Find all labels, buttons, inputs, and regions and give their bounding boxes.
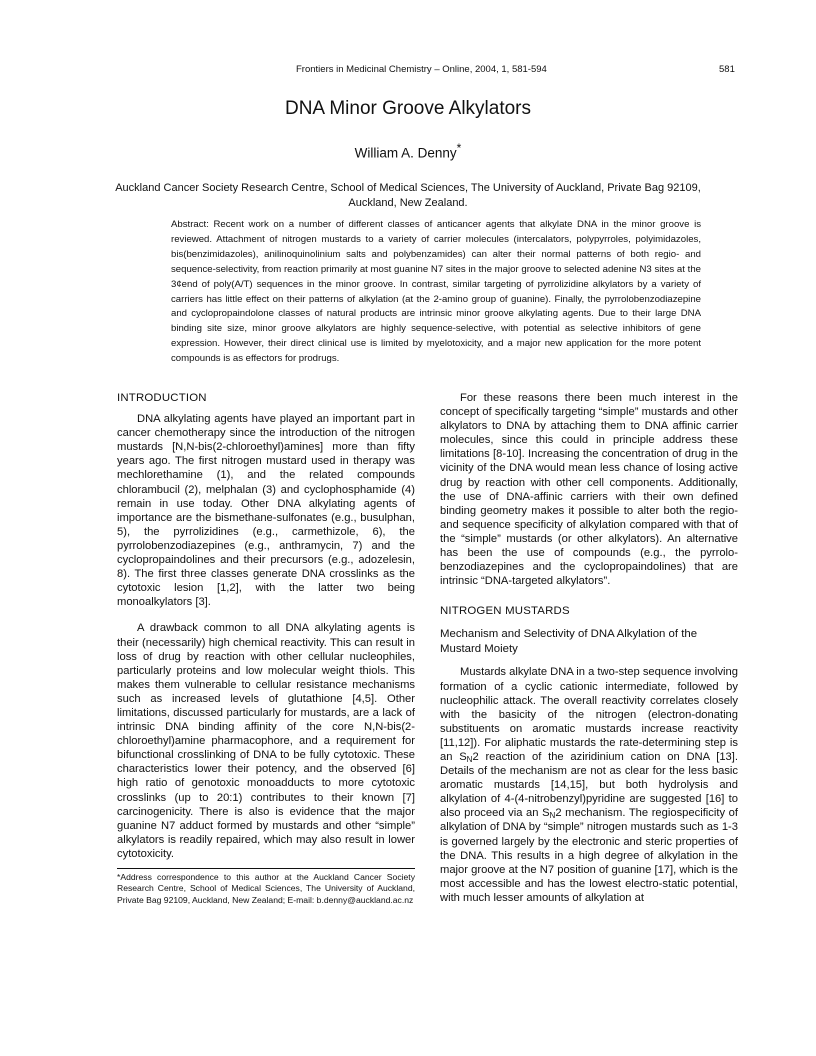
article-title: DNA Minor Groove Alkylators: [284, 98, 532, 119]
subsection-heading-mechanism: Mechanism and Selectivity of DNA Alkylation of the Mustard Moiety: [440, 628, 698, 656]
paragraph-part: 2 mechanism. The regiospecificity of alkylation of DNA by “simple” nitrogen mustards such as 1-3 is governed largely by the electronic and steric properties of the DNA. This results in a high degree of alkylation in the major groove at the N7 position of guanine [17], which is the most accessible and has the lowest electro-static potential, with much lesser amounts of alkylation at: [440, 807, 738, 904]
section-heading-introduction: INTRODUCTION: [117, 392, 207, 404]
section-heading-nitrogen-mustards: NITROGEN MUSTARDS: [440, 605, 570, 618]
correspondence-footnote: *Address correspondence to this author at the Auckland Cancer Society Research Centre, School of Medical Sciences, The University of Auckland, Private Bag 92109, Auckland, New Zealand; E-mail: b.denny@auckland.ac.nz: [117, 872, 415, 905]
subscript-n: N: [466, 754, 473, 764]
left-column: [117, 391, 415, 861]
author-correspondence-mark: *: [456, 141, 462, 155]
paragraph: DNA alkylating agents have played an important part in cancer chemotherapy since the introduction of the nitrogen mustards [N,N-bis(2-chloroethyl)amines] more than fifty years ago. The first nitrogen mustard used in therapy was mechlorethamine (1), and the related compounds chlorambucil (2), melphalan (3) and cyclophosphamide (4) remain in use today. Other DNA alkylating agents of importance are the bismethane-sulfonates (e.g., busulphan, 5), the pyrrolizidines (e.g., carmethizole, 6), the pyrrolobenzodiazepines (e.g., anthramycin, 7) and the cyclopropaindolines and their precursors (e.g., adozelesin, 8). The first three classes generate DNA crosslinks as the cytotoxic lesion [1,2], with the latter two being monoalkylators [3].: [117, 413, 415, 609]
paragraph-part: 2 reaction of the aziridinium cation on DNA [13]. Details of the mechanism are not as clear for the less basic aromatic mustards [14,15], but both hydrolysis and alkylation of 4-(4-nitrobenzyl)pyridine are suggested [16] to also proceed via an S: [440, 750, 738, 820]
subscript-n: N: [549, 811, 556, 821]
author-name: William A. Denny: [354, 145, 457, 161]
footnote-divider: [117, 868, 415, 869]
paragraph: For these reasons there been much interest in the concept of specifically targeting “simple” mustards and other alkylators to DNA by attaching them to DNA affinic carrier molecules, since this could in principle address these limitations [8-10]. Increasing the concentration of drug in the vicinity of the DNA would mean less chance of losing active drug by reaction with other cell components. Additionally, the use of DNA-affinic carriers with their own defined binding geometry makes it possible to alter both the regio- and sequence specificity of alkylation compared with that of the “simple” mustards (or other alkylators). An alternative has been the use of compounds (e.g., the pyrrolo-benzodiazepines and the cyclopropaindolines) that are intrinsic “DNA-targeted alkylators”.: [440, 392, 738, 588]
abstract: [171, 218, 701, 367]
author-line: [0, 141, 816, 161]
paragraph-part: Mustards alkylate DNA in a two-step sequence involving formation of a cyclic cationic intermediate, followed by nucleophilic attack. The overall reactivity correlates closely with the basicity of the nitrogen (electron-donating substituents on aromatic mustards increase reactivity [11,12]). For aliphatic mustards the rate-determining step is an S: [440, 666, 738, 763]
page-number: 581: [719, 64, 735, 75]
affiliation: Auckland Cancer Society Research Centre, School of Medical Sciences, The University of Auckland, Private Bag 92109, Auckland, New Zealand.: [115, 182, 701, 209]
paragraph: A drawback common to all DNA alkylating agents is their (necessarily) high chemical reactivity. This can result in loss of drug by reaction with other cellular nucleophiles, particularly proteins and low molecular weight thiols. This makes them vulnerable to cellular resistance mechanisms such as increased levels of glutathione [4,5]. Other limitations, discussed particularly for mustards, are a lack of intrinsic DNA binding affinity of the core N,N-bis(2-chloroethyl)amine pharmacophore, and a requirement for bifunctional crosslinking of DNA to be fully cytotoxic. These characteristics lower their potency, and the observed [6] high ratio of genotoxic monoadducts to more cytotoxic crosslinks (up to 20:1) contributes to their known [7] carcinogenicity. There is also is evidence that the major guanine N7 adduct formed by mustards and other “simple” alkylators is readily repaired, which may also result in lower cytotoxicity.: [117, 622, 415, 860]
journal-citation: Frontiers in Medicinal Chemistry – Online, 2004, 1, 581-594: [296, 64, 547, 75]
abstract-text: Recent work on a number of different classes of anticancer agents that alkylate DNA in the minor groove is reviewed. Attachment of nitrogen mustards to a variety of carrier molecules (intercalators, polypyrroles, polyimidazoles, bis(benzimidazoles), anilinoquinolinium salts and polybenzamides) can alter their normal patterns of both regio- and sequence-selectivity, from reaction primarily at most guanine N7 sites in the major groove to selected adenine N3 sites at the 3¢end of poly(A/T) sequences in the minor groove. In contrast, similar targeting of pyrrolizidine alkylators by a variety of carriers has little effect on their patterns of alkylation (at the 2-amino group of guanine). Finally, the pyrrolobenzodiazepine and cyclopropaindolone classes of natural products are intrinsic minor groove alkylating agents. Due to their large DNA binding site size, minor groove alkylators are highly sequence-selective, with potential as selective inhibitors of gene expression. However, their direct clinical use is limited by myelotoxicity, and a major new application for the more potent compounds is as effectors for prodrugs.: [171, 219, 701, 365]
paragraph: [440, 665, 738, 905]
abstract-label: Abstract:: [171, 219, 209, 230]
right-column: [440, 391, 738, 905]
